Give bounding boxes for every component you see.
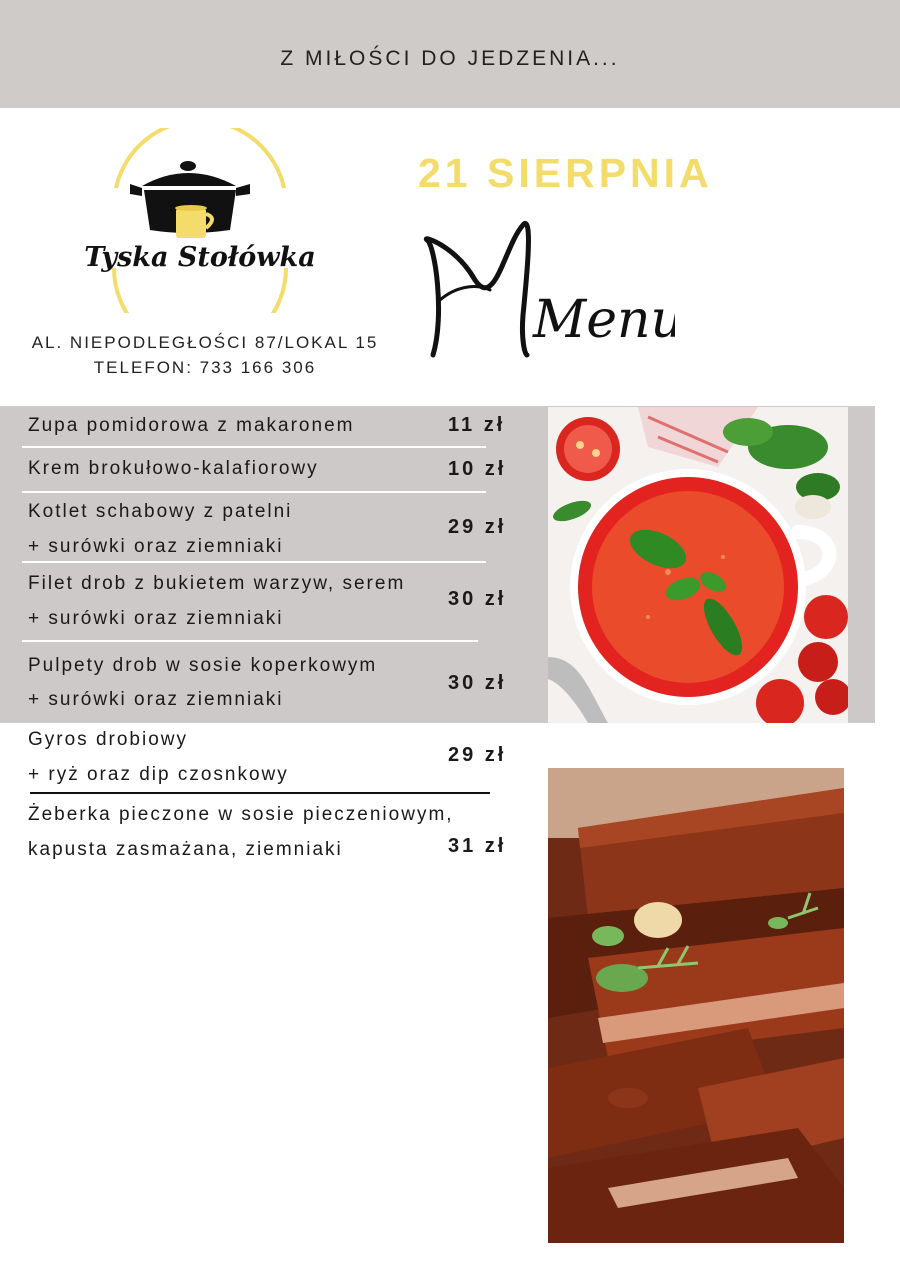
menu-item-6-price: 29 zł [448, 744, 507, 766]
divider [22, 561, 486, 563]
divider [22, 640, 478, 642]
menu-item-7-name: Żeberka pieczone w sosie pieczeniowym, [28, 804, 454, 825]
restaurant-logo [80, 128, 320, 313]
menu-item-1-price: 11 zł [448, 414, 506, 436]
grilled-ribs-photo-icon [548, 768, 844, 1243]
restaurant-name: Tyska Stołówka [84, 242, 316, 273]
tagline: Z MIŁOŚCI DO JEDZENIA... [280, 47, 620, 70]
address-line: AL. NIEPODLEGŁOŚCI 87/LOKAL 15 [31, 333, 379, 352]
pot-with-cup-icon [80, 128, 320, 313]
menu-item-7-price: 31 zł [448, 835, 507, 857]
menu-title-script [415, 205, 675, 380]
menu-item-5-price: 30 zł [448, 672, 507, 694]
menu-item-7-sides: kapusta zasmażana, ziemniaki [28, 839, 343, 860]
tomato-soup-photo [548, 407, 848, 723]
menu-item-3-name: Kotlet schabowy z patelni [28, 501, 293, 522]
menu-title-text: Menu [533, 290, 675, 350]
divider [22, 446, 486, 448]
menu-item-2-price: 10 zł [448, 458, 507, 480]
menu-item-6-name: Gyros drobiowy [28, 729, 188, 750]
menu-item-3-sides: + surówki oraz ziemniaki [28, 536, 284, 557]
menu-item-4-sides: + surówki oraz ziemniaki [28, 608, 284, 629]
menu-item-4-name: Filet drob z bukietem warzyw, serem [28, 573, 406, 594]
address-block [0, 330, 410, 380]
menu-item-4-price: 30 zł [448, 588, 507, 610]
menu-item-6-sides: + ryż oraz dip czosnkowy [28, 764, 289, 785]
grilled-ribs-photo [548, 768, 844, 1243]
phone-line: TELEFON: 733 166 306 [93, 358, 317, 377]
menu-item-5-sides: + surówki oraz ziemniaki [28, 689, 284, 710]
menu-item-3-price: 29 zł [448, 516, 507, 538]
menu-date: 21 SIERPNIA [418, 150, 713, 196]
tomato-soup-photo-icon [548, 407, 848, 723]
menu-title [415, 205, 675, 380]
menu-item-1-name: Zupa pomidorowa z makaronem [28, 415, 355, 436]
divider [22, 491, 486, 493]
menu-item-5-name: Pulpety drob w sosie koperkowym [28, 655, 378, 676]
menu-item-2-name: Krem brokułowo-kalafiorowy [28, 458, 319, 479]
divider [30, 792, 490, 794]
